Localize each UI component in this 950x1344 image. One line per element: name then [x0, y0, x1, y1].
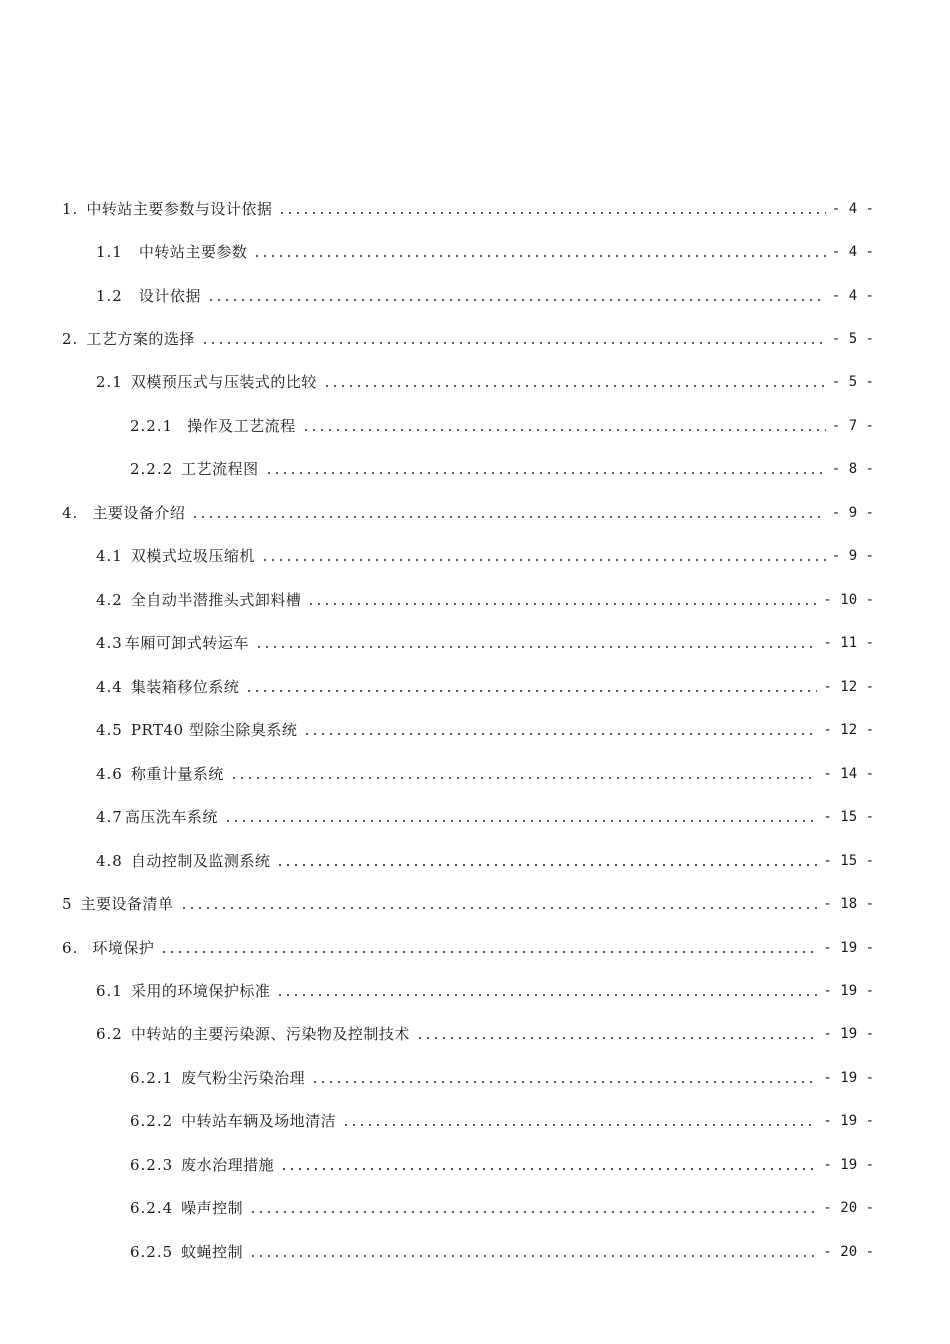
toc-entry-title: 噪声控制: [181, 1199, 244, 1217]
toc-entry-number: 2.: [62, 330, 79, 348]
toc-entry-number: 6.: [62, 939, 79, 957]
toc-entry-number: 1.: [62, 200, 79, 218]
toc-entry-page: - 5 -: [831, 331, 874, 347]
toc-entry-page: - 19 -: [823, 983, 874, 999]
toc-entry[interactable]: [96, 762, 874, 786]
toc-entry-page: - 12 -: [823, 722, 874, 738]
toc-entry[interactable]: [96, 1022, 874, 1046]
dot-leader: [280, 1153, 817, 1177]
toc-entry[interactable]: [62, 936, 874, 960]
dot-leader: [265, 457, 826, 481]
toc-entry-page: - 15 -: [823, 809, 874, 825]
toc-entry-number: 6.2.5: [130, 1243, 174, 1261]
toc-entry-number: 4.4: [96, 678, 123, 696]
toc-entry-number: 2.2.2: [130, 460, 174, 478]
dot-leader: [180, 892, 818, 916]
toc-entry[interactable]: [130, 1066, 874, 1090]
toc-entry-number: 4.7: [96, 808, 123, 826]
toc-entry-number: 1.2: [96, 287, 123, 305]
dot-leader: [302, 414, 826, 438]
toc-entry-page: - 19 -: [823, 940, 874, 956]
dot-leader: [201, 327, 826, 351]
dot-leader: [276, 849, 817, 873]
toc-entry-title: 操作及工艺流程: [187, 417, 296, 435]
toc-entry-number: 2.2.1: [130, 417, 174, 435]
toc-entry-number: 4.5: [96, 721, 123, 739]
dot-leader: [191, 501, 826, 525]
dot-leader: [230, 762, 818, 786]
toc-entry-title: 中转站的主要污染源、污染物及控制技术: [130, 1025, 410, 1043]
toc-entry-title: 集装箱移位系统: [130, 678, 240, 696]
toc-entry-title: 车厢可卸式转运车: [124, 634, 249, 652]
dot-leader: [323, 370, 826, 394]
toc-entry-page: - 8 -: [831, 461, 874, 477]
dot-leader: [303, 718, 817, 742]
toc-entry-page: - 18 -: [823, 896, 874, 912]
dot-leader: [261, 544, 826, 568]
toc-entry-title: 自动控制及监测系统: [130, 852, 271, 870]
toc-entry-page: - 11 -: [823, 635, 874, 651]
toc-entry-number: 5: [62, 895, 73, 913]
toc-entry-title: 设计依据: [138, 287, 201, 305]
toc-entry[interactable]: [96, 979, 874, 1003]
toc-entry-page: - 12 -: [823, 679, 874, 695]
dot-leader: [160, 936, 817, 960]
toc-entry-number: 6.2.4: [130, 1199, 174, 1217]
toc-entry-number: 6.2.1: [130, 1069, 174, 1087]
toc-entry-number: 6.2.2: [130, 1112, 174, 1130]
toc-entry[interactable]: [130, 414, 874, 438]
toc-entry[interactable]: [96, 631, 874, 655]
dot-leader: [207, 284, 826, 308]
toc-entry-title: 称重计量系统: [130, 765, 224, 783]
toc-entry-title: 工艺方案的选择: [86, 330, 195, 348]
toc-entry[interactable]: [130, 1196, 874, 1220]
toc-entry[interactable]: [62, 197, 874, 221]
toc-entry[interactable]: [130, 1240, 874, 1264]
toc-entry-page: - 9 -: [831, 505, 874, 521]
toc-entry-number: 6.1: [96, 982, 123, 1000]
toc-entry-title: 双模式垃圾压缩机: [130, 547, 255, 565]
toc-entry-page: - 15 -: [823, 853, 874, 869]
toc-entry-page: - 9 -: [831, 548, 874, 564]
dot-leader: [416, 1022, 818, 1046]
toc-entry-number: 4.2: [96, 591, 123, 609]
dot-leader: [224, 805, 818, 829]
toc-entry-number: 1.1: [96, 243, 123, 261]
toc-entry-page: - 10 -: [823, 592, 874, 608]
toc-entry[interactable]: [130, 1153, 874, 1177]
toc-entry-title: 主要设备清单: [80, 895, 174, 913]
toc-entry-number: 2.1: [96, 373, 123, 391]
toc-entry-page: - 4 -: [831, 288, 874, 304]
toc-entry-number: 4.: [62, 504, 79, 522]
toc-entry[interactable]: [130, 457, 874, 481]
toc-entry[interactable]: [130, 1109, 874, 1133]
toc-entry-number: 6.2.3: [130, 1156, 174, 1174]
toc-entry-title: 中转站主要参数与设计依据: [86, 200, 273, 218]
toc-entry-title: PRT40 型除尘除臭系统: [130, 721, 298, 739]
toc-entry[interactable]: [96, 544, 874, 568]
toc-entry-page: - 19 -: [823, 1157, 874, 1173]
toc-entry[interactable]: [62, 501, 874, 525]
toc-entry-number: 4.6: [96, 765, 123, 783]
toc-entry[interactable]: [96, 718, 874, 742]
toc-entry-page: - 4 -: [831, 244, 874, 260]
toc-entry-page: - 20 -: [823, 1200, 874, 1216]
toc-entry[interactable]: [96, 370, 874, 394]
toc-entry[interactable]: [96, 240, 874, 264]
toc-entry-title: 废气粉尘污染治理: [181, 1069, 306, 1087]
dot-leader: [342, 1109, 817, 1133]
toc-entry-title: 中转站主要参数: [138, 243, 248, 261]
toc-entry-title: 废水治理措施: [181, 1156, 275, 1174]
toc-entry[interactable]: [96, 675, 874, 699]
toc-entry-title: 双模预压式与压装式的比较: [130, 373, 317, 391]
toc-entry-page: - 5 -: [831, 374, 874, 390]
toc-entry[interactable]: [96, 588, 874, 612]
dot-leader: [307, 588, 817, 612]
dot-leader: [249, 1196, 817, 1220]
toc-entry-title: 主要设备介绍: [92, 504, 186, 522]
dot-leader: [249, 1240, 817, 1264]
toc-entry-number: 4.3: [96, 634, 123, 652]
toc-entry-page: - 4 -: [831, 201, 874, 217]
toc-entry-title: 采用的环境保护标准: [130, 982, 271, 1000]
toc-entry-page: - 19 -: [823, 1026, 874, 1042]
toc-entry[interactable]: [96, 849, 874, 873]
toc-entry-number: 4.8: [96, 852, 123, 870]
dot-leader: [278, 197, 826, 221]
toc-entry[interactable]: [96, 284, 874, 308]
toc-entry[interactable]: [62, 327, 874, 351]
toc-entry-title: 全自动半潜推头式卸料槽: [130, 591, 302, 609]
toc-entry-title: 中转站车辆及场地清洁: [181, 1112, 337, 1130]
toc-entry-title: 工艺流程图: [181, 460, 259, 478]
dot-leader: [311, 1066, 817, 1090]
toc-entry-title: 高压洗车系统: [124, 808, 218, 826]
toc-entry-page: - 19 -: [823, 1070, 874, 1086]
toc-entry-page: - 7 -: [831, 418, 874, 434]
toc-entry-number: 6.2: [96, 1025, 123, 1043]
toc-entry[interactable]: [96, 805, 874, 829]
dot-leader: [276, 979, 817, 1003]
toc-entry-page: - 19 -: [823, 1113, 874, 1129]
dot-leader: [255, 631, 818, 655]
toc-entry-title: 环境保护: [92, 939, 155, 957]
toc-entry-title: 蚊蝇控制: [181, 1243, 244, 1261]
toc-entry-page: - 20 -: [823, 1244, 874, 1260]
toc-entry[interactable]: [62, 892, 874, 916]
toc-entry-page: - 14 -: [823, 766, 874, 782]
toc-entry-number: 4.1: [96, 547, 123, 565]
dot-leader: [245, 675, 817, 699]
dot-leader: [253, 240, 825, 264]
